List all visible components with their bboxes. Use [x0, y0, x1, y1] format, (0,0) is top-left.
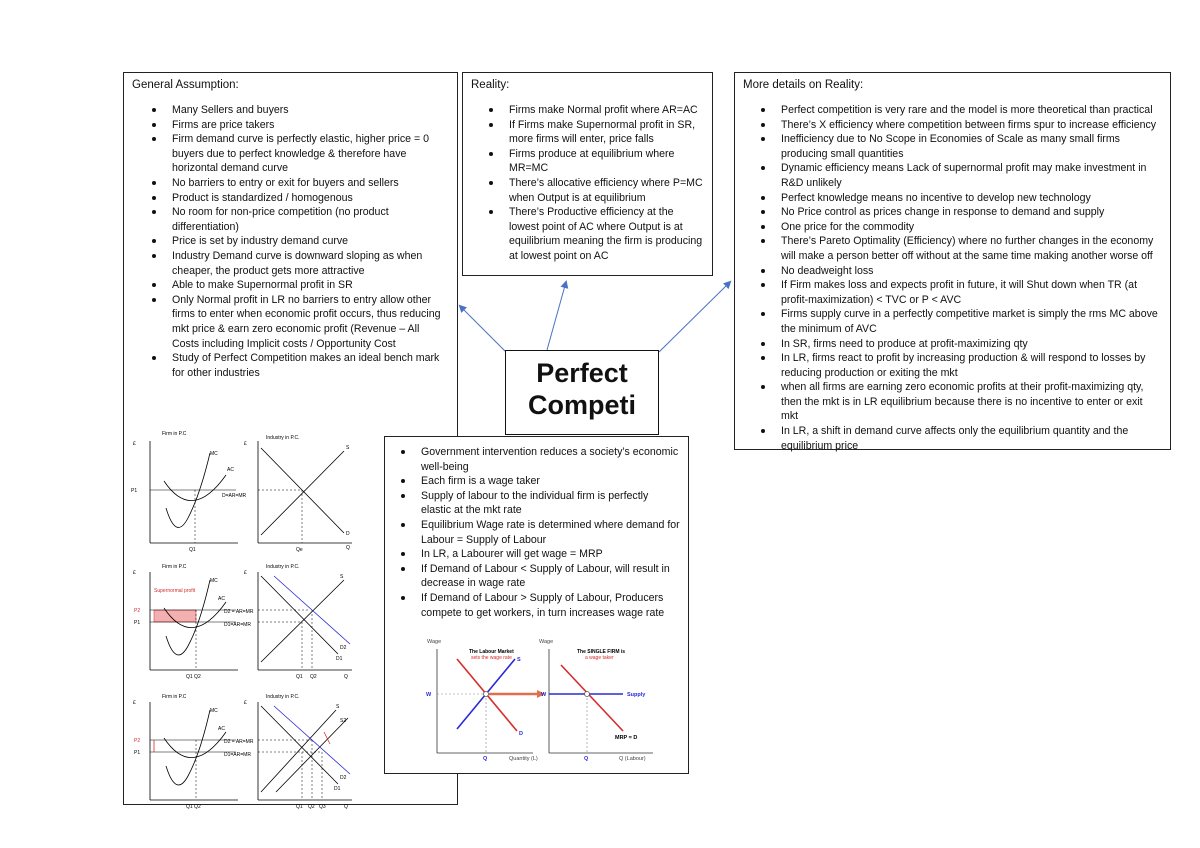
mc-label: MC: [210, 578, 218, 584]
list-item: Dynamic efficiency means Lack of supernormal profit may make investment in R&D unlikely: [781, 161, 1162, 190]
d1-label: D1: [336, 656, 343, 662]
p2-label: P2: [134, 608, 141, 614]
labour-market-box: [384, 436, 689, 774]
d1ar-label: D1=AR=MR: [224, 752, 251, 758]
industry-title: Industry in P.C.: [266, 435, 300, 441]
firm-title: Firm in P.C: [162, 431, 187, 437]
list-item: Perfect competition is very rare and the model is more theoretical than practical: [781, 103, 1162, 118]
list-item: Each firm is a wage taker: [421, 474, 680, 489]
pound-label: £: [244, 441, 247, 447]
more-details-box: [734, 72, 1171, 450]
graph-firm-3: [133, 694, 254, 810]
more-heading: More details on Reality:: [743, 79, 864, 91]
list-item: Equilibrium Wage rate is determined where demand for Labour = Supply of Labour: [421, 518, 680, 546]
d1ar-label: D1=AR=MR: [224, 622, 251, 628]
list-item: Study of Perfect Competition makes an ideal bench mark for other industries: [172, 351, 449, 380]
graph-labour-market: [426, 639, 538, 762]
list-item: If Demand of Labour > Supply of Labour, Producers compete to get workers, in turn increases wage rate: [421, 591, 680, 620]
more-list: [743, 103, 1162, 453]
reality-list: [471, 103, 704, 264]
q1q2-label: Q1 Q2: [186, 674, 201, 680]
q1-label: Q1: [189, 547, 196, 553]
list-item: There’s Pareto Optimality (Efficiency) where no further changes in the economy will make a person better off without at the same time making another worse off: [781, 234, 1162, 263]
quantity-label: Quantity (L): [509, 756, 538, 762]
ac-label: AC: [227, 467, 234, 473]
list-item: Supply of labour to the individual firm is perfectly elastic at the mkt rate: [421, 489, 680, 518]
list-item: Firms produce at equilibrium where MR=MC: [509, 147, 704, 176]
p2-label: P2: [134, 738, 141, 744]
graph-industry-3: [244, 694, 352, 810]
pound-label: £: [244, 570, 247, 576]
list-item: No room for non-price competition (no product differentiation): [172, 205, 449, 234]
list-item: No deadweight loss: [781, 264, 1162, 279]
pound-label: £: [244, 700, 247, 706]
market-title-2: sets the wage rate: [471, 655, 512, 661]
s-label: S: [340, 574, 344, 580]
p1-label: P1: [134, 750, 141, 756]
d2-label: D2: [340, 645, 347, 651]
list-item: Industry Demand curve is downward sloping as when cheaper, the product gets more attractive: [172, 249, 449, 278]
list-item: Price is set by industry demand curve: [172, 234, 449, 249]
list-item: when all firms are earning zero economic profits at their profit-maximizing qty, then the mkt is in LR equilibrium because there is no incentive to enter or exit mkt: [781, 380, 1162, 424]
pound-label: £: [133, 570, 136, 576]
qlabour-label: Q (Labour): [619, 756, 646, 762]
gov-list: [393, 445, 680, 620]
list-item: Firms supply curve in a perfectly competitive market is simply the rms MC above the minimum of AVC: [781, 307, 1162, 336]
list-item: There’s Productive efficiency at the lowest point of AC where Output is at equilibrium meaning the firm is producing at lowest point on AC: [509, 206, 703, 262]
page-title: Perfect Competi: [528, 358, 636, 420]
ac-label: AC: [218, 726, 225, 732]
industry-title: Industry in P.C.: [266, 694, 300, 700]
reality-box: [462, 72, 713, 276]
graph-firm-2: [133, 564, 254, 680]
list-item: There’s allocative efficiency where P=MC when Output is at equilibrium: [509, 176, 703, 204]
q1-label: Q1: [296, 804, 303, 810]
general-heading: General Assumption:: [132, 79, 239, 91]
list-item: If Firm makes loss and expects profit in future, it will Shut down when TR (at profit-maximization) < TVC or P < AVC: [781, 278, 1162, 307]
d2ar-label: D2 = AR=MR: [224, 609, 254, 615]
wage-label: Wage: [539, 639, 554, 645]
q-label: Q: [346, 545, 350, 551]
arrow-to-more: [659, 282, 730, 352]
graph-industry-1: [244, 435, 352, 553]
list-item: In LR, a shift in demand curve affects only the equilibrium quantity and the equilibrium price: [781, 424, 1162, 453]
p1-label: P1: [134, 620, 141, 626]
labour-market-graphs: [423, 635, 663, 775]
ac-label: AC: [218, 596, 225, 602]
list-item: In LR, firms react to profit by increasing production & will respond to losses by reducing production or exiting the mkt: [781, 351, 1162, 380]
industry-title: Industry in P.C.: [266, 564, 300, 570]
q-label: Q: [584, 756, 589, 762]
graph-industry-2: [244, 564, 352, 680]
s-label: S: [346, 445, 350, 451]
s2-label: S2: [340, 718, 347, 724]
firm-title-2: a wage taker: [585, 655, 614, 661]
market-title-1: The Labour Market: [469, 649, 514, 655]
list-item: Many Sellers and buyers: [172, 103, 449, 118]
w-label: W: [426, 692, 432, 698]
q1q2-label: Q1 Q2: [186, 804, 201, 810]
list-item: In SR, firms need to produce at profit-maximizing qty: [781, 337, 1162, 352]
reality-heading: Reality:: [471, 79, 510, 91]
s-label: S: [517, 657, 521, 663]
firm-title-1: The SINGLE FIRM is: [577, 649, 626, 655]
list-item: If Demand of Labour < Supply of Labour, will result in decrease in wage rate: [421, 562, 680, 591]
w-label: W: [541, 692, 547, 698]
list-item: Firms make Normal profit where AR=AC: [509, 103, 704, 118]
pound-label: £: [133, 700, 136, 706]
q2-label: Q2: [310, 674, 317, 680]
mc-label: MC: [210, 708, 218, 714]
dar-label: D=AR=MR: [222, 493, 247, 499]
firm-title: Firm in P.C: [162, 564, 187, 570]
arrow-to-general: [460, 306, 506, 352]
q3-label: Q3: [319, 804, 326, 810]
list-item: Able to make Supernormal profit in SR: [172, 278, 449, 293]
mrp-label: MRP = D: [615, 735, 638, 741]
q-label: Q: [483, 756, 488, 762]
list-item: If Firms make Supernormal profit in SR, more firms will enter, price falls: [509, 118, 704, 147]
q-label: Q: [344, 674, 348, 680]
list-item: Inefficiency due to No Scope in Economies of Scale as many small firms producing small quantities: [781, 132, 1162, 161]
list-item: There’s X efficiency where competition between firms spur to increase efficiency: [781, 118, 1162, 133]
list-item: Government intervention reduces a society’s economic well-being: [421, 446, 679, 473]
list-item: Firm demand curve is perfectly elastic, higher price = 0 buyers due to perfect knowledge & therefore have horizontal demand curve: [172, 132, 449, 176]
s-label: S: [336, 704, 340, 710]
supply-label: Supply: [627, 692, 646, 698]
list-item: Perfect knowledge means no incentive to develop new technology: [781, 191, 1162, 206]
firm-title: Firm in P.C: [162, 694, 187, 700]
list-item: No barriers to entry or exit for buyers and sellers: [172, 176, 449, 191]
perfect-competition-graphs: [126, 423, 356, 823]
list-item: Firms are price takers: [172, 118, 449, 133]
list-item: Product is standardized / homogenous: [172, 191, 449, 206]
d1-label: D1: [334, 786, 341, 792]
list-item: In LR, a Labourer will get wage = MRP: [421, 547, 680, 562]
general-list: [132, 103, 449, 380]
d-label: D: [346, 531, 350, 537]
q1-label: Q1: [296, 674, 303, 680]
list-item: No Price control as prices change in response to demand and supply: [781, 205, 1162, 220]
q2-label: Q2: [308, 804, 315, 810]
pound-label: £: [133, 441, 136, 447]
p1-label: P1: [131, 488, 138, 494]
arrow-to-reality: [547, 282, 566, 350]
d-label: D: [519, 731, 523, 737]
graph-firm-1: [131, 431, 247, 553]
supernormal-label: Supernormal profit: [154, 588, 196, 594]
qe-label: Qe: [296, 547, 303, 553]
central-title-box: [505, 350, 659, 435]
list-item: Only Normal profit in LR no barriers to entry allow other firms to enter when economic profit occurs, thus reducing mkt price & earn zero economic profit (Revenue – All Costs including Implicit costs / Opportunity Cost: [172, 293, 449, 351]
mc-label: MC: [210, 451, 218, 457]
graph-single-firm: [539, 639, 653, 762]
list-item: One price for the commodity: [781, 220, 1162, 235]
wage-label: Wage: [427, 639, 442, 645]
d2-label: D2: [340, 775, 347, 781]
d2ar-label: D2 = AR=MR: [224, 739, 254, 745]
q-label: Q: [344, 804, 348, 810]
